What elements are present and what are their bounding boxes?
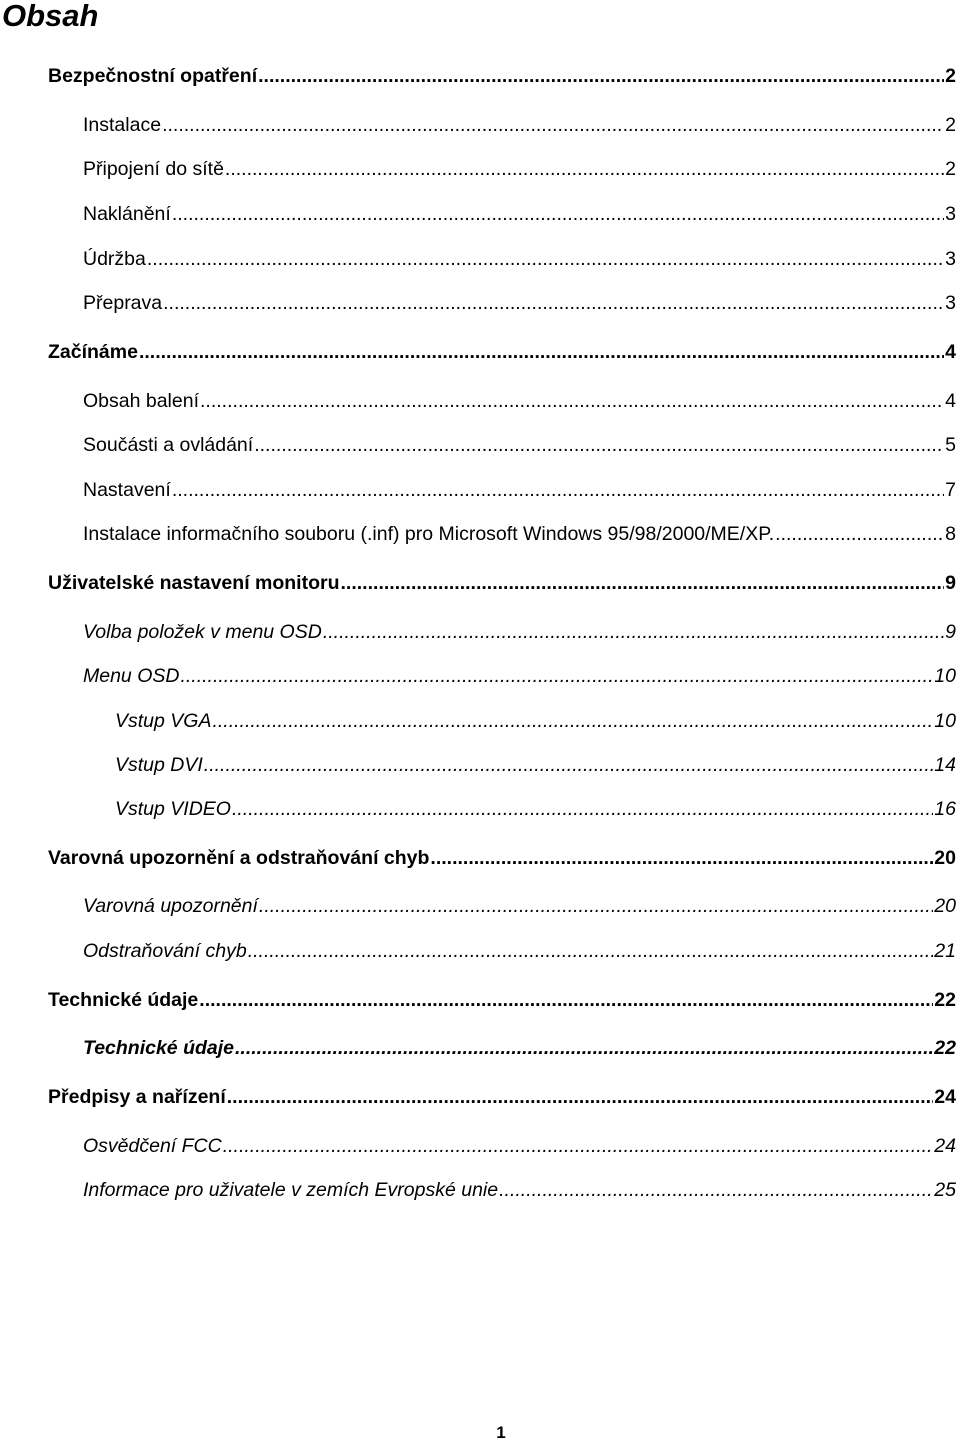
toc-leader-dots — [258, 65, 944, 87]
toc-entry-technicke-udaje-sub[interactable] — [83, 1029, 960, 1059]
toc-entry-obsah-baleni[interactable] — [83, 382, 960, 412]
toc-entry-label: Přeprava — [83, 292, 163, 314]
toc-entry-label: Údržba — [83, 248, 146, 270]
toc-entry-vstup-vga[interactable] — [115, 702, 960, 732]
toc-entry-label: Instalace informačního souboru (.inf) pro Microsoft Windows 95/98/2000/ME/XP. — [83, 523, 775, 545]
toc-entry-page: 22 — [934, 1037, 956, 1059]
toc-leader-dots — [248, 940, 934, 962]
toc-entry-label: Varovná upozornění — [83, 895, 258, 917]
toc-entry-label: Uživatelské nastavení monitoru — [48, 572, 340, 594]
toc-entry-label: Osvědčení FCC — [83, 1135, 222, 1157]
toc-entry-page: 3 — [945, 203, 956, 225]
toc-entry-informace-eu[interactable] — [83, 1171, 960, 1201]
toc-entry-uzivatelske-nastaveni[interactable] — [48, 564, 960, 594]
toc-entry-varovna-upozorneni[interactable] — [83, 887, 960, 917]
toc-entry-label: Volba položek v menu OSD — [83, 621, 322, 643]
toc-leader-dots — [254, 434, 944, 456]
toc-entry-label: Začínáme — [48, 341, 138, 363]
page-number: 1 — [496, 1423, 506, 1442]
toc-entry-label: Vstup DVI — [115, 754, 203, 776]
toc-entry-page: 7 — [945, 479, 956, 501]
toc-entry-predpisy-a-narizeni[interactable] — [48, 1078, 960, 1108]
toc-entry-instalace[interactable] — [83, 106, 960, 136]
toc-entry-label: Vstup VIDEO — [115, 798, 231, 820]
toc-leader-dots — [225, 158, 944, 180]
toc-entry-page: 9 — [945, 621, 956, 643]
toc-leader-dots — [775, 523, 944, 545]
toc-entry-label: Součásti a ovládání — [83, 434, 254, 456]
toc-entry-page: 20 — [934, 847, 956, 869]
toc-entry-label: Vstup VGA — [115, 710, 212, 732]
toc-entry-page: 10 — [934, 710, 956, 732]
toc-entry-zaciname[interactable] — [48, 333, 960, 363]
toc-entry-label: Technické údaje — [48, 989, 199, 1011]
toc-entry-pripojeni-do-site[interactable] — [83, 150, 960, 180]
toc-entry-page: 4 — [945, 341, 956, 363]
toc-entry-label: Připojení do sítě — [83, 158, 224, 180]
toc-entry-label: Instalace — [83, 114, 162, 136]
toc-entry-label: Nastavení — [83, 479, 171, 501]
toc-entry-vstup-dvi[interactable] — [115, 746, 960, 776]
toc-entry-label: Naklánění — [83, 203, 171, 225]
toc-entry-label: Obsah balení — [83, 390, 200, 412]
toc-entry-preprava[interactable] — [83, 284, 960, 314]
toc-entry-page: 20 — [934, 895, 956, 917]
toc-leader-dots — [341, 572, 945, 594]
toc-entry-naklaneni[interactable] — [83, 195, 960, 225]
toc-entry-volba-polozek[interactable] — [83, 613, 960, 643]
toc-entry-osvedceni-fcc[interactable] — [83, 1127, 960, 1157]
toc-leader-dots — [323, 621, 944, 643]
toc-entry-page: 9 — [945, 572, 956, 594]
toc-leader-dots — [232, 798, 933, 820]
toc-entry-label: Technické údaje — [83, 1037, 235, 1059]
toc-leader-dots — [259, 895, 933, 917]
toc-leader-dots — [147, 248, 944, 270]
toc-entry-vstup-video[interactable] — [115, 790, 960, 820]
toc-leader-dots — [212, 710, 933, 732]
toc-entry-page: 8 — [945, 523, 956, 545]
toc-entry-label: Bezpečnostní opatření — [48, 65, 258, 87]
toc-entry-instalace-inf[interactable] — [83, 515, 960, 545]
toc-entry-page: 24 — [934, 1135, 956, 1157]
toc-entry-label: Informace pro uživatele v zemích Evropské unie — [83, 1179, 499, 1201]
toc-entry-bezpecnostni-opatreni[interactable] — [48, 57, 960, 87]
toc-entry-page: 24 — [934, 1086, 956, 1108]
toc-leader-dots — [163, 292, 944, 314]
toc-entry-menu-osd[interactable] — [83, 657, 960, 687]
toc-leader-dots — [499, 1179, 933, 1201]
toc-entry-label: Varovná upozornění a odstraňování chyb — [48, 847, 430, 869]
toc-entry-label: Předpisy a nařízení — [48, 1086, 226, 1108]
toc-entry-page: 25 — [934, 1179, 956, 1201]
toc-leader-dots — [199, 989, 933, 1011]
toc-entry-soucasti-a-ovladani[interactable] — [83, 426, 960, 456]
toc-leader-dots — [223, 1135, 934, 1157]
toc-leader-dots — [204, 754, 934, 776]
toc-leader-dots — [172, 203, 944, 225]
toc-entry-page: 3 — [945, 248, 956, 270]
toc-entry-page: 16 — [934, 798, 956, 820]
toc-entry-page: 22 — [934, 989, 956, 1011]
toc-leader-dots — [235, 1037, 933, 1059]
toc-leader-dots — [172, 479, 944, 501]
toc-entry-label: Menu OSD — [83, 665, 180, 687]
toc-leader-dots — [227, 1086, 934, 1108]
toc-entry-odstranovani-chyb[interactable] — [83, 932, 960, 962]
toc-entry-page: 2 — [945, 114, 956, 136]
toc-leader-dots — [200, 390, 944, 412]
toc-leader-dots — [162, 114, 944, 136]
toc-entry-page: 21 — [934, 940, 956, 962]
toc-entry-udrzba[interactable] — [83, 240, 960, 270]
toc-entry-varovna-upozorneni-a-odstranovani[interactable] — [48, 839, 960, 869]
toc-entry-page: 2 — [945, 65, 956, 87]
toc-entry-page: 4 — [945, 390, 956, 412]
toc-entry-page: 10 — [934, 665, 956, 687]
toc-entry-label: Odstraňování chyb — [83, 940, 247, 962]
toc-leader-dots — [180, 665, 933, 687]
toc-entry-page: 2 — [945, 158, 956, 180]
page-title: Obsah — [2, 0, 99, 33]
toc-entry-page: 5 — [945, 434, 956, 456]
toc-entry-technicke-udaje[interactable] — [48, 981, 960, 1011]
toc-entry-page: 14 — [934, 754, 956, 776]
toc-leader-dots — [139, 341, 944, 363]
toc-entry-page: 3 — [945, 292, 956, 314]
toc-entry-nastaveni[interactable] — [83, 471, 960, 501]
toc-leader-dots — [430, 847, 933, 869]
